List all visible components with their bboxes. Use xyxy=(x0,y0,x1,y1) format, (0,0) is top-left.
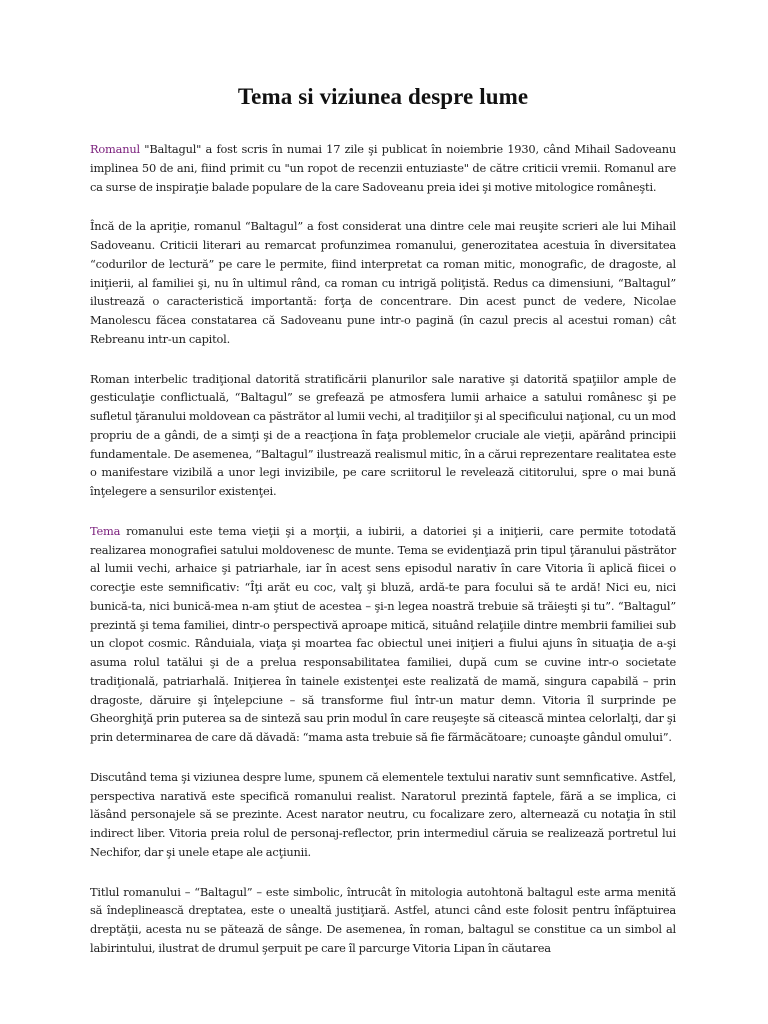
paragraph-title-meaning xyxy=(90,883,676,958)
paragraph-text: Încă de la apriţie, romanul “Baltagul” a fost considerat una dintre cele mai reuşite scrieri ale lui Mihail Sadoveanu. Criticii literari au remarcat profunzimea romanului, generozitatea acestuia în diversitatea “codurilor de lectură” pe care le permite, fiind interpretat ca roman mitic, monografic, de dragoste, al iniţierii, al familiei şi, nu în ultimul rând, ca roman cu intrigă poliţistă. Redus ca dimensiuni, “Baltagul” ilustrează o caracteristică importantă: forţa de concentrare. Din acest punct de vedere, Nicolae Manolescu făcea constatarea că Sadoveanu pune intr-o pagină (în cazul precis al acestui roman) cât Rebreanu intr-un capitol. xyxy=(90,219,676,346)
paragraph-text: Titlul romanului – “Baltagul” – este simbolic, întrucât în mitologia autohtonă baltagul este arma menită să îndeplinească dreptatea, este o unealtă justiţiară. Astfel, atunci când este folosit pentru înfăptuirea dreptăţii, acesta nu se pătează de sânge. De asemenea, în roman, baltagul se constitue ca un simbol al labirintului, ilustrat de drumul şerpuit pe care îl parcurge Vitoria Lipan în căutarea xyxy=(90,884,676,955)
paragraph-traditional-novel xyxy=(90,370,676,501)
paragraph-theme xyxy=(90,522,676,747)
highlighted-word: Tema xyxy=(90,523,121,538)
document-page xyxy=(90,84,676,979)
highlighted-word: Romanul xyxy=(90,142,140,156)
paragraph-narrative-perspective xyxy=(90,768,676,862)
paragraph-text: Discutând tema şi viziunea despre lume, spunem că elementele textului narativ sunt semnficative. Astfel, perspectiva narativă este specifică romanului realist. Naratorul prezintă faptele, fără a se implica, ci lăsând personajele să se prezinte. Acest narator neutru, cu focalizare zero, alternează cu notaţia în stil indirect liber. Vitoria preia rolul de personaj-reflector, prin intermediul căruia se realizează portretul lui Nechifor, dar şi unele etape ale acţiunii. xyxy=(90,769,676,859)
paragraph-reception xyxy=(90,217,676,348)
paragraph-text: romanului este tema vieţii şi a morţii, a iubirii, a datoriei şi a iniţierii, care permite totodată realizarea monografiei satului moldovenesc de munte. Tema se evidenţiază prin tipul ţăranului păstrător al lumii vechi, arhaice şi patriarhale, iar în acest sens episodul narativ în care Vitoria îi aplică fiicei o corecţie este semnificativ: “Îţi arăt eu coc, valţ şi bluză, ardă-te para focului să te ardă! Nici eu, nici bunică-ta, nici bunică-mea n-am ştiut de acestea – şi-n legea noastră trebuie să trăieşti şi tu”. “Baltagul” prezintă şi tema familiei, dintr-o perspectivă aproape mitică, situând relaţiile dintre membrii familiei sub un clopot cosmic. Rânduiala, viaţa şi moartea fac obiectul unei iniţieri a fiului ajuns în situaţia de a-şi asuma rolul tatălui şi de a prelua responsabilitatea familiei, după cum se cuvine intr-o societate tradiţională, patriarhală. Iniţierea în tainele existenţei este realizată de mamă, singura capabilă – prin dragoste, dăruire şi înţelepciune – să transforme fiul într-un matur demn. Vitoria îl surprinde pe Gheorghiţă prin puterea sa de sinteză sau prin modul în care reuşeşte să citească mintea celorlalţi, dar şi prin determinarea de care dă dăvadă: “mama asta trebuie să fie fărmăcătoare; cunoaşte gândul omului”. xyxy=(90,523,676,744)
paragraph-text: "Baltagul" a fost scris în numai 17 zile şi publicat în noiembrie 1930, când Mihail Sadoveanu implinea 50 de ani, fiind primit cu "un ropot de recenzii entuziaste" de către criticii vremii. Romanul are ca surse de inspiraţie balade populare de la care Sadoveanu preia idei şi motive mitologice româneşti. xyxy=(90,142,676,194)
paragraph-text: Roman interbelic tradiţional datorită stratificării planurilor sale narative şi datorită spaţiilor ample de gesticulaţie conflictuală, “Baltagul” se grefează pe atmosfera lumii arhaice a satului românesc şi pe sufletul ţăranului moldovean ca păstrător al lumii vechi, al tradiţiilor şi al specificului naţional, cu un mod propriu de a gândi, de a simţi şi de a reacţiona în faţa problemelor cruciale ale vieţii, apărând principii fundamentale. De asemenea, “Baltagul” ilustrează realismul mitic, în a cărui reprezentare realitatea este o manifestare vizibilă a unor legi invizibile, pe care scriitorul le revelează cititorului, spre o mai bună înţelegere a sensurilor existenţei. xyxy=(90,371,676,498)
paragraph-intro xyxy=(90,140,676,196)
document-title: Tema si viziunea despre lume xyxy=(237,84,529,109)
